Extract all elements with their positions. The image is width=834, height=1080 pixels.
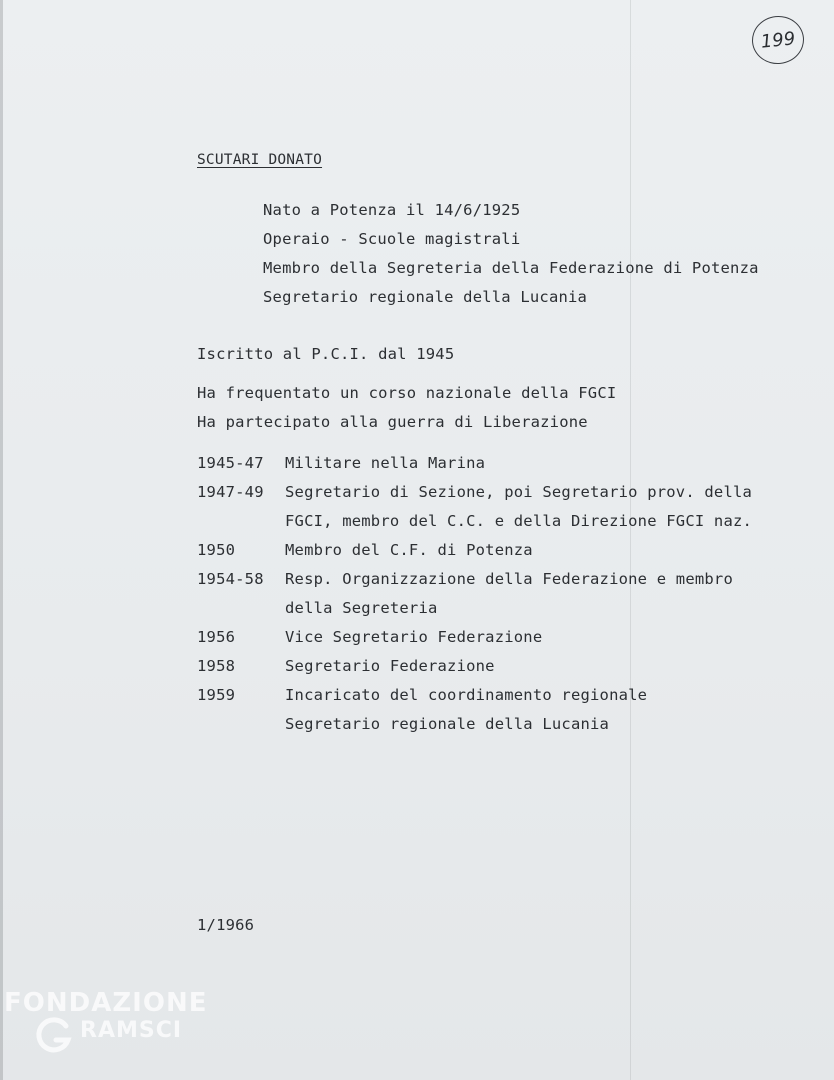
- document-date: 1/1966: [197, 916, 255, 934]
- career-description-continued: Segretario regionale della Lucania: [285, 715, 610, 733]
- info-birth: Nato a Potenza il 14/6/1925: [263, 201, 521, 219]
- statement-liberation: Ha partecipato alla guerra di Liberazione: [197, 413, 588, 431]
- party-registration: Iscritto al P.C.I. dal 1945: [197, 345, 455, 363]
- career-year: 1945-47: [197, 454, 264, 472]
- info-role: Membro della Segreteria della Federazione di Potenza: [263, 259, 759, 277]
- career-description: Vice Segretario Federazione: [285, 628, 543, 646]
- career-year: 1954-58: [197, 570, 264, 588]
- career-year: 1947-49: [197, 483, 264, 501]
- career-description-continued: FGCI, membro del C.C. e della Direzione FGCI naz.: [285, 512, 753, 530]
- watermark-line2: RAMSCI: [80, 1018, 183, 1043]
- statement-course: Ha frequentato un corso nazionale della FGCI: [197, 384, 617, 402]
- career-year: 1958: [197, 657, 236, 675]
- career-description: Segretario Federazione: [285, 657, 495, 675]
- career-description: Militare nella Marina: [285, 454, 486, 472]
- career-year: 1950: [197, 541, 236, 559]
- info-position: Segretario regionale della Lucania: [263, 288, 588, 306]
- career-description: Resp. Organizzazione della Federazione e membro: [285, 570, 733, 588]
- career-year: 1956: [197, 628, 236, 646]
- career-year: 1959: [197, 686, 236, 704]
- watermark-line1: FONDAZIONE: [4, 988, 208, 1018]
- person-name: SCUTARI DONATO: [197, 152, 323, 168]
- career-description-continued: della Segreteria: [285, 599, 438, 617]
- watermark-g-logo-icon: [34, 1016, 74, 1056]
- page-edge: [0, 0, 3, 1080]
- page-fold-line: [630, 0, 631, 1080]
- career-description: Membro del C.F. di Potenza: [285, 541, 533, 559]
- career-description: Incaricato del coordinamento regionale: [285, 686, 648, 704]
- career-description: Segretario di Sezione, poi Segretario prov. della: [285, 483, 753, 501]
- info-profession: Operaio - Scuole magistrali: [263, 230, 521, 248]
- fondazione-gramsci-watermark: [4, 988, 214, 1068]
- handwritten-page-number: 199: [750, 13, 807, 66]
